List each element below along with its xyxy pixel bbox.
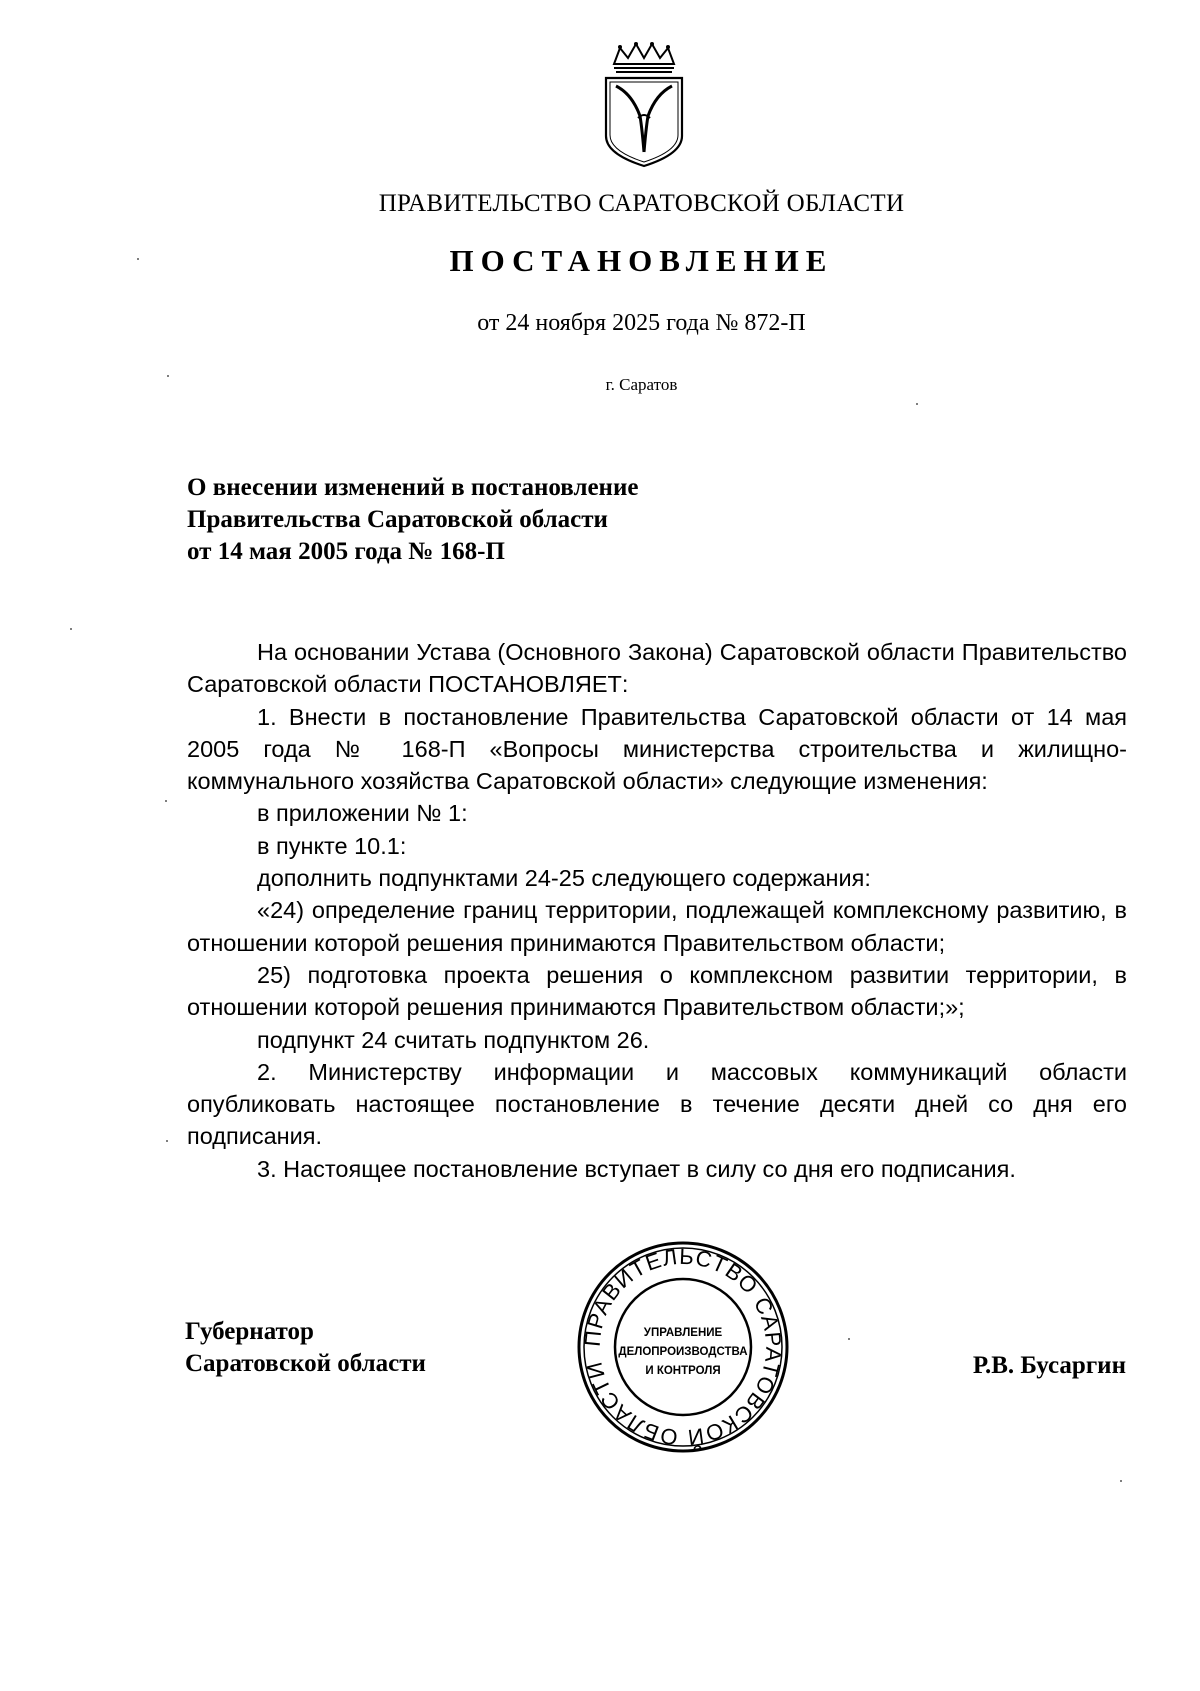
- body-paragraph: «24) определение границ территории, подлежащей комплексному развитию, в отношении которой решения принимаются Правительством области;: [187, 897, 1127, 956]
- scan-speck: [166, 1140, 168, 1142]
- document-type: ПОСТАНОВЛЕНИЕ: [449, 243, 834, 278]
- signatory-name: Р.В. Бусаргин: [972, 1352, 1126, 1379]
- official-stamp: [576, 1240, 790, 1454]
- body-paragraph: 2. Министерству информации и массовых коммуникаций области опубликовать настоящее постановление в течение десяти дней со дня его подписания.: [187, 1058, 1127, 1150]
- stamp-outer-text: ПРАВИТЕЛЬСТВО САРАТОВСКОЙ ОБЛАСТИ: [579, 1243, 787, 1451]
- body-paragraph: в приложении № 1:: [257, 800, 468, 827]
- signatory-position-line: Губернатор: [185, 1318, 314, 1345]
- signatory-position: [185, 1316, 426, 1380]
- document-city: г. Саратов: [605, 375, 678, 394]
- body-paragraph: 3. Настоящее постановление вступает в силу со дня его подписания.: [257, 1155, 1016, 1182]
- scan-speck: [848, 1338, 850, 1340]
- coat-of-arms-emblem: [598, 42, 690, 170]
- scan-speck: [916, 403, 918, 405]
- subject-line: от 14 мая 2005 года № 168-П: [187, 538, 505, 565]
- scan-speck: [165, 800, 167, 802]
- scan-speck: [137, 258, 139, 260]
- document-body: [187, 636, 1127, 1185]
- signatory-position-line: Саратовской области: [185, 1350, 426, 1377]
- body-paragraph: 1. Внести в постановление Правительства Саратовской области от 14 мая 2005 года № 168-П «Вопросы министерства строительства и жилищно-коммунального хозяйства Саратовской области» следующие изменения:: [187, 703, 1127, 795]
- scan-speck: [1120, 1480, 1122, 1482]
- stamp-inner-line: УПРАВЛЕНИЕ: [643, 1327, 723, 1339]
- document-subject: [187, 472, 887, 568]
- government-title: ПРАВИТЕЛЬСТВО САРАТОВСКОЙ ОБЛАСТИ: [378, 190, 905, 217]
- stamp-inner-line: ДЕЛОПРОИЗВОДСТВА: [618, 1346, 748, 1358]
- body-paragraph: в пункте 10.1:: [257, 832, 407, 859]
- subject-line: О внесении изменений в постановление: [187, 474, 639, 501]
- scan-speck: [70, 628, 72, 630]
- body-paragraph: дополнить подпунктами 24-25 следующего содержания:: [257, 865, 871, 892]
- body-paragraph: 25) подготовка проекта решения о комплексном развитии территории, в отношении которой решения принимаются Правительством области;»;: [187, 961, 1127, 1021]
- subject-line: Правительства Саратовской области: [187, 506, 608, 533]
- scan-speck: [167, 375, 169, 377]
- body-paragraph: На основании Устава (Основного Закона) Саратовской области Правительство Саратовской области ПОСТАНОВЛЯЕТ:: [187, 639, 1127, 698]
- stamp-inner-line: И КОНТРОЛЯ: [645, 1365, 721, 1377]
- body-paragraph: подпункт 24 считать подпунктом 26.: [257, 1026, 650, 1053]
- document-date-number: от 24 ноября 2025 года № 872-П: [477, 310, 806, 336]
